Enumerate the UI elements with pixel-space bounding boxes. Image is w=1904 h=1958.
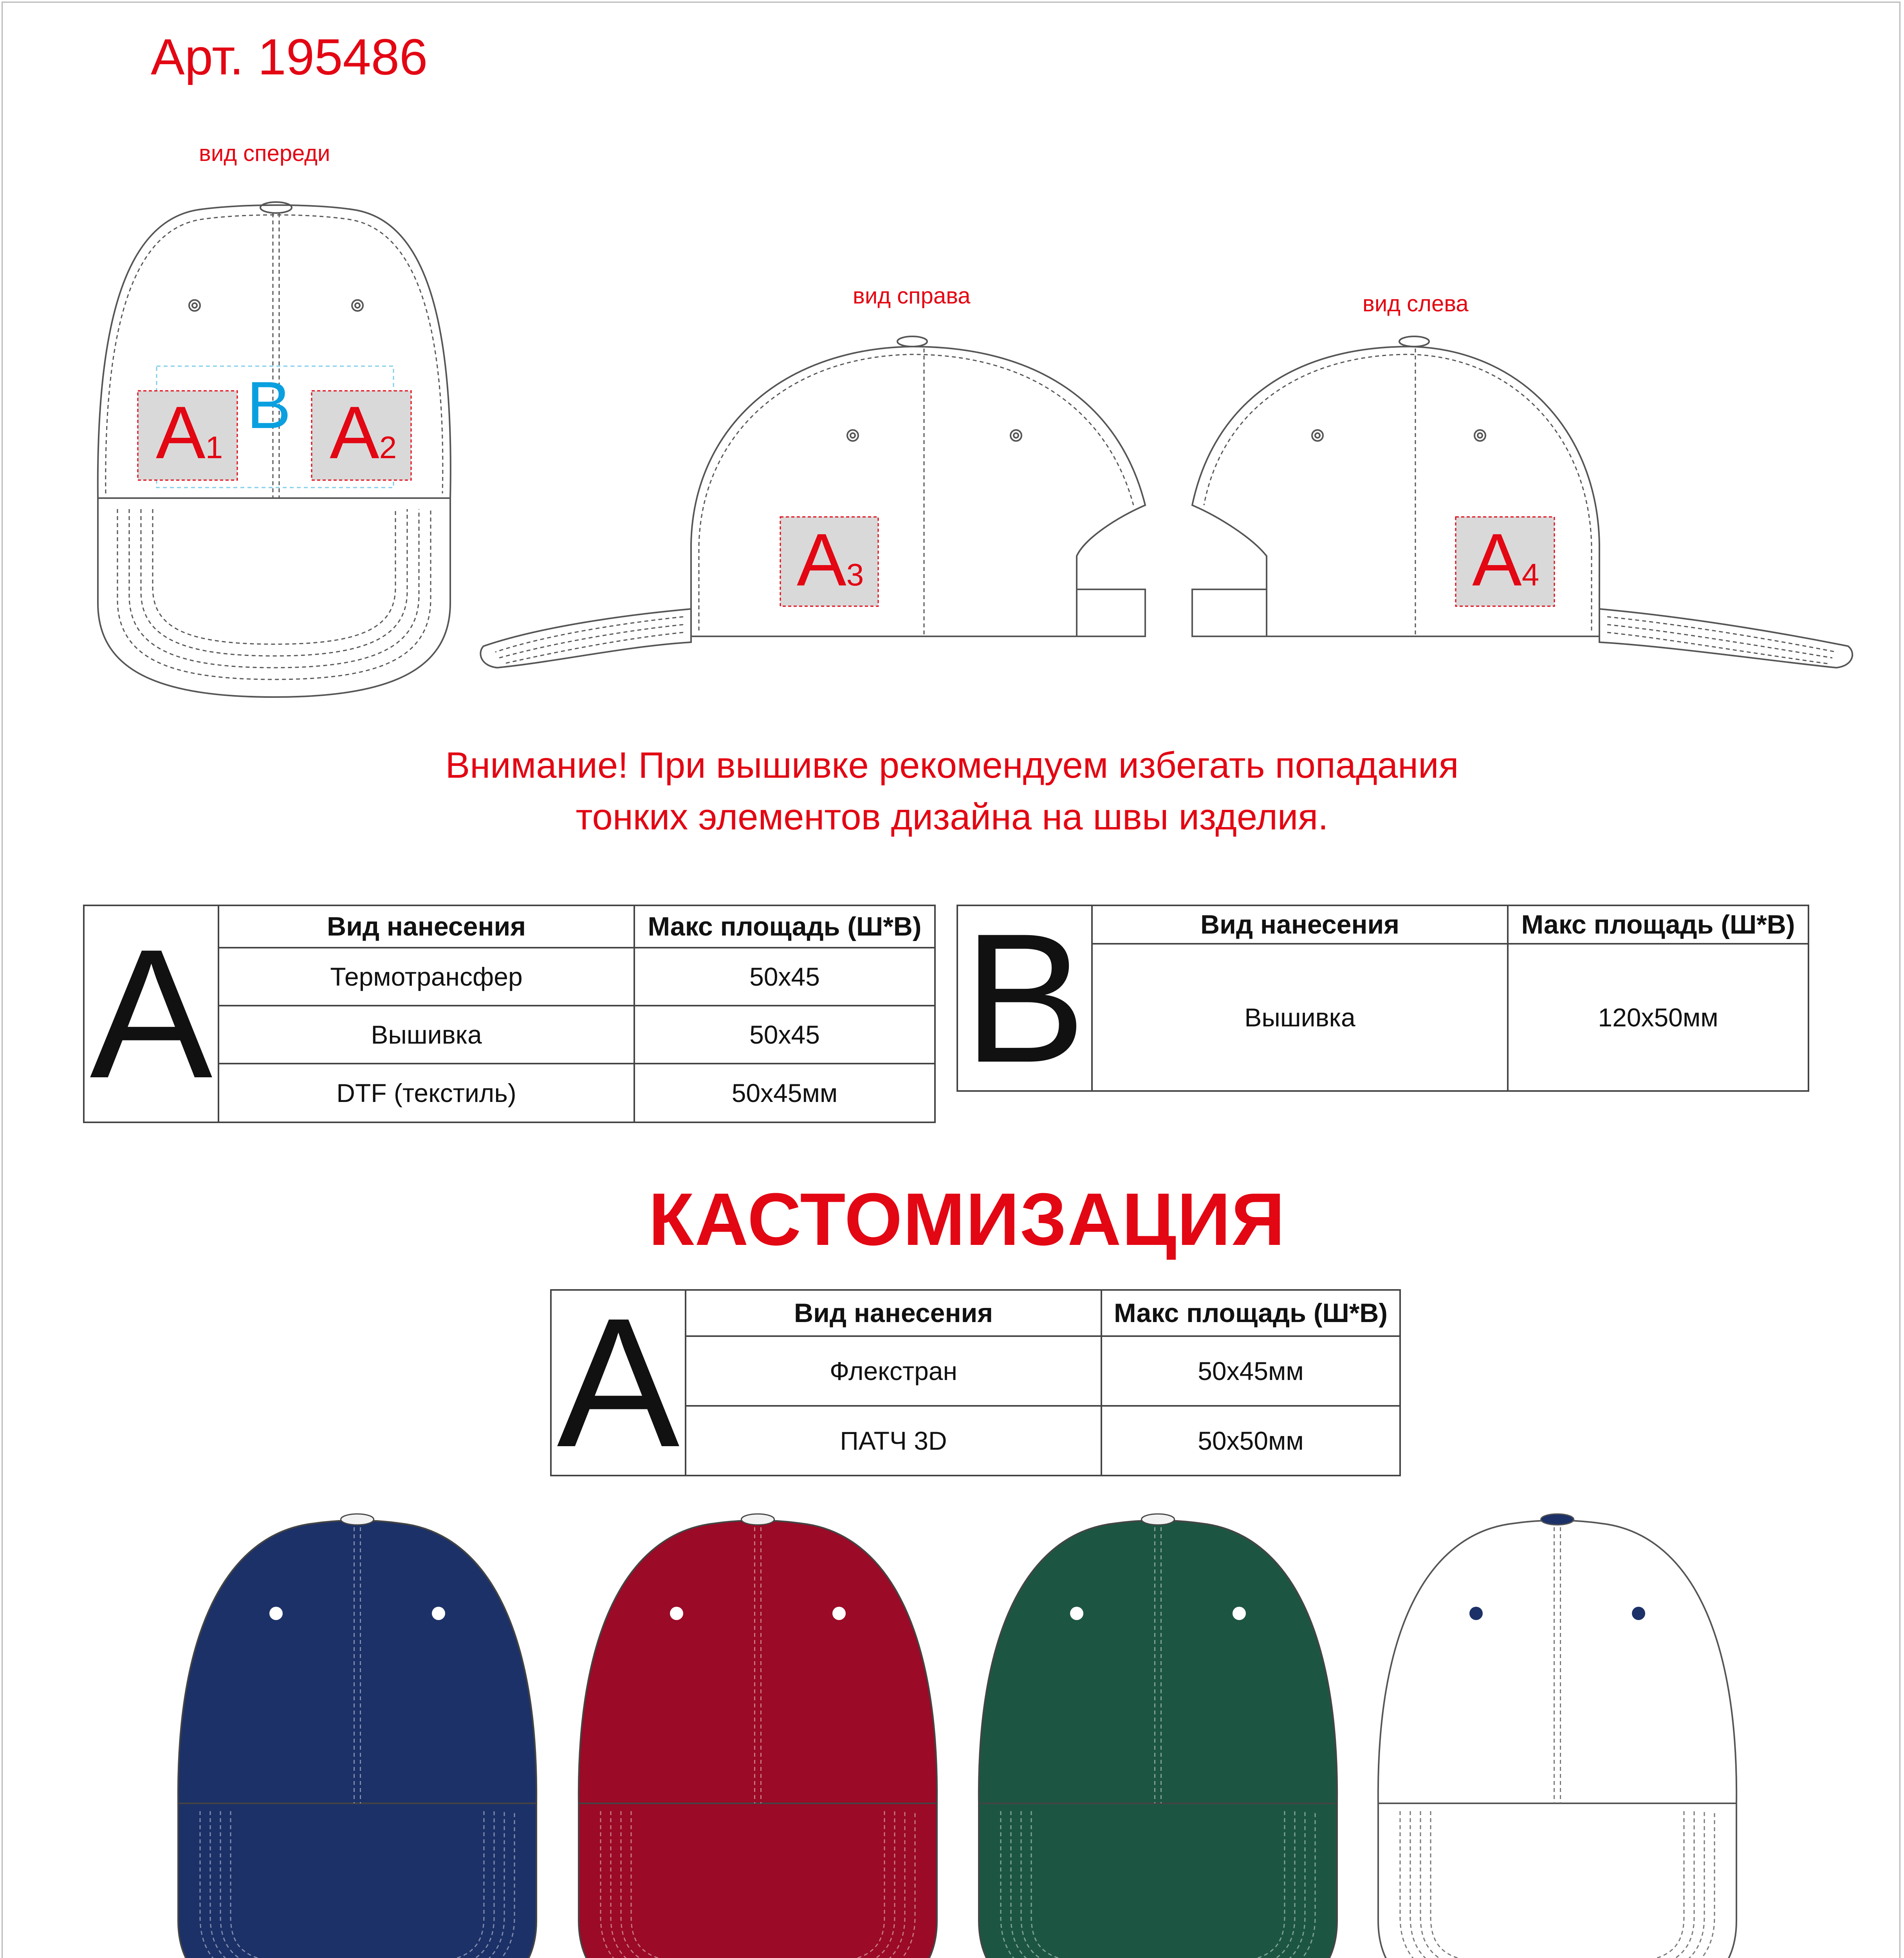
customization-row-area: 50x45мм	[1101, 1336, 1400, 1406]
table-b-header-method: Вид нанесения	[1092, 905, 1508, 944]
customization-title: КАСТОМИЗАЦИЯ	[648, 1178, 1286, 1261]
right-view-label: вид справа	[853, 283, 971, 309]
zone-a3-label: A3	[797, 518, 864, 601]
table-b-header-area: Макс площадь (Ш*В)	[1508, 905, 1808, 944]
left-view-label: вид слева	[1363, 291, 1469, 316]
customization-row-method: ПАТЧ 3D	[686, 1406, 1101, 1476]
zone-a2-label: A2	[330, 391, 397, 474]
zone-a4-label: A4	[1472, 518, 1539, 601]
cap-swatch-dark-green	[979, 1514, 1337, 1958]
table-b-row-method: Вышивка	[1092, 944, 1508, 1091]
customization-row-method: Флекстран	[686, 1336, 1101, 1406]
zone-b-label: B	[247, 368, 291, 443]
customization-row-area: 50x50мм	[1101, 1406, 1400, 1476]
table-a-row-method: Термотрансфер	[218, 948, 634, 1006]
cap-swatch-navy	[178, 1514, 536, 1958]
table-a-row-area: 50x45	[634, 948, 935, 1006]
table-b-letter: B	[957, 905, 1092, 1091]
table-a-letter: A	[84, 905, 218, 1122]
front-view-label: вид спереди	[199, 141, 330, 166]
table-a-row-method: DTF (текстиль)	[218, 1064, 634, 1122]
customization-header-method: Вид нанесения	[686, 1290, 1101, 1336]
customization-header-area: Макс площадь (Ш*В)	[1101, 1290, 1400, 1336]
warning-line-1: Внимание! При вышивке рекомендуем избегать попадания	[445, 744, 1459, 786]
zone-a1-label: A1	[156, 391, 223, 474]
customization-letter: A	[551, 1290, 686, 1476]
table-a-row-method: Вышивка	[218, 1006, 634, 1064]
table-b-row-area: 120x50мм	[1508, 944, 1808, 1091]
table-a-header-method: Вид нанесения	[218, 905, 634, 948]
warning-line-2: тонких элементов дизайна на швы изделия.	[576, 796, 1328, 837]
table-a-header-area: Макс площадь (Ш*В)	[634, 905, 935, 948]
cap-swatch-white	[1378, 1514, 1736, 1958]
cap-swatch-burgundy	[579, 1514, 937, 1958]
table-a-row-area: 50x45	[634, 1006, 935, 1064]
table-a-row-area: 50x45мм	[634, 1064, 935, 1122]
article-title: Арт. 195486	[151, 28, 428, 85]
